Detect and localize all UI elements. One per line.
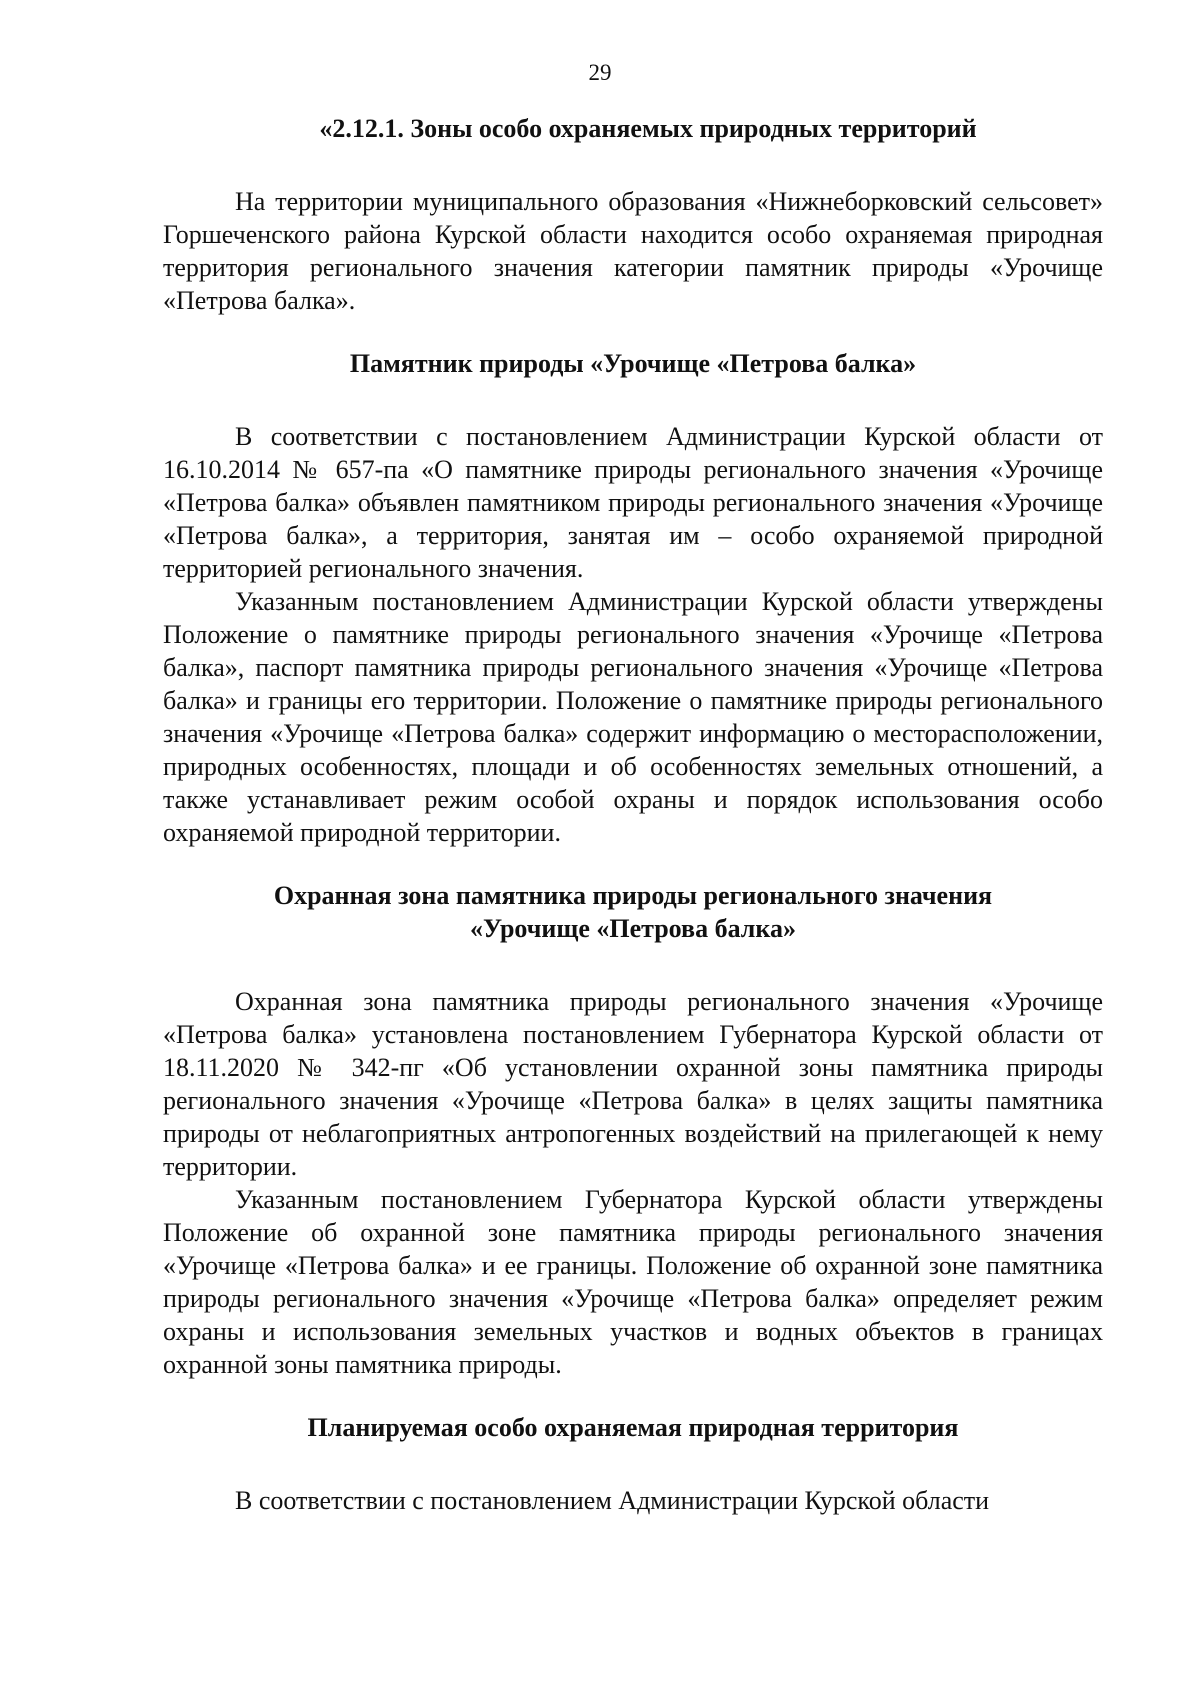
page-number: 29 bbox=[588, 60, 612, 85]
monument-paragraph-1: В соответствии с постановлением Администрации Курской области от 16.10.2014 № 657-па «О памятнике природы регионального значения «Урочище «Петрова балка» объявлен памятником природы регионального значения «Урочище «Петрова балка», а территория, занятая им – особо охраняемой природной территорией регионального значения. bbox=[163, 422, 1103, 583]
zone-paragraph-2: Указанным постановлением Губернатора Курской области утверждены Положение об охранной зоне памятника природы регионального значения «Урочище «Петрова балка» и ее границы. Положение об охранной зоне памятника природы регионального значения «Урочище «Петрова балка» определяет режим охраны и использования земельных участков и водных объектов в границах охранной зоны памятника природы. bbox=[163, 1185, 1103, 1379]
section-title: «2.12.1. Зоны особо охраняемых природных территорий bbox=[319, 114, 977, 143]
heading-protection-zone bbox=[163, 879, 1103, 945]
heading-protection-zone-line1: Охранная зона памятника природы регионального значения bbox=[273, 881, 993, 910]
zone-paragraph-1: Охранная зона памятника природы регионального значения «Урочище «Петрова балка» установлена постановлением Губернатора Курской области от 18.11.2020 № 342-пг «Об установлении охранной зоны памятника природы регионального значения «Урочище «Петрова балка» в целях защиты памятника природы от неблагоприятных антропогенных воздействий на прилегающей к нему территории. bbox=[163, 987, 1103, 1181]
heading-monument: Памятник природы «Урочище «Петрова балка» bbox=[349, 349, 917, 378]
document-body bbox=[163, 112, 1103, 1517]
heading-planned-area: Планируемая особо охраняемая природная территория bbox=[307, 1413, 959, 1442]
heading-protection-zone-line2: «Урочище «Петрова балка» bbox=[470, 914, 796, 943]
monument-paragraph-2: Указанным постановлением Администрации Курской области утверждены Положение о памятнике природы регионального значения «Урочище «Петрова балка», паспорт памятника природы регионального значения «Урочище «Петрова балка» и границы его территории. Положение о памятнике природы регионального значения «Урочище «Петрова балка» содержит информацию о месторасположении, природных особенностях, площади и об особенностях земельных отношений, а также устанавливает режим особой охраны и порядок использования особо охраняемой природной территории. bbox=[163, 587, 1103, 847]
intro-paragraph: На территории муниципального образования «Нижнеборковский сельсовет» Горшеченского района Курской области находится особо охраняемая природная территория регионального значения категории памятник природы «Урочище «Петрова балка». bbox=[163, 187, 1103, 315]
planned-paragraph: В соответствии с постановлением Администрации Курской области bbox=[235, 1486, 990, 1515]
